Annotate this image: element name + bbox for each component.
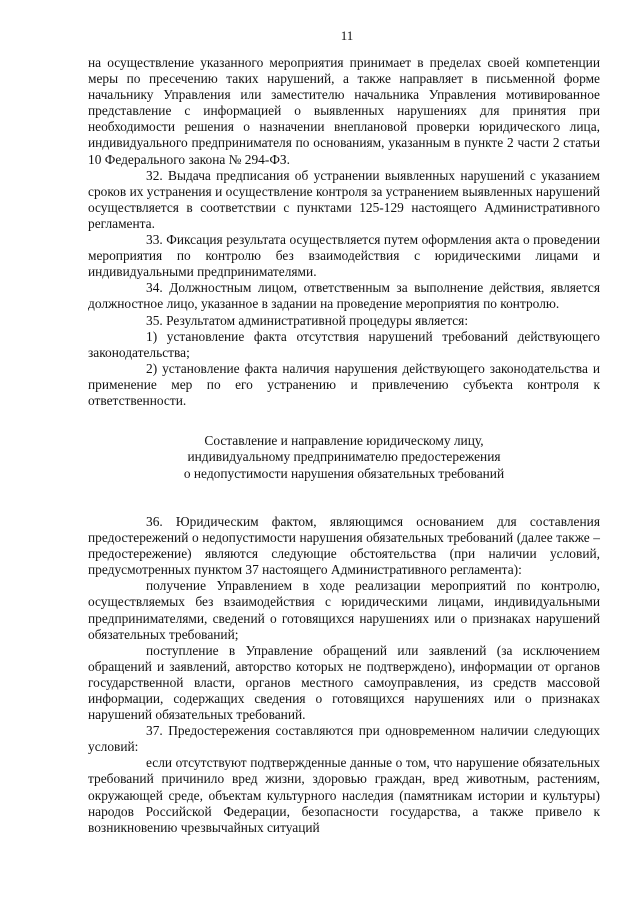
paragraph-continuation: на осуществление указанного мероприятия принимает в пределах своей компетенции меры по пресечению таких нарушений, а также направляет в письменной форме начальнику Управления или заместителю начальника Управления мотивированное представление с информацией о выявленных нарушениях для принятия при необходимости решения о назначении внеплановой проверки юридического лица, индивидуального предпринимателя по основаниям, указанным в пункте 2 части 2 статьи 10 Федерального закона № 294-ФЗ. — [88, 55, 600, 167]
section-heading-line: индивидуальному предпринимателю предостережения — [187, 449, 501, 465]
paragraph-34: 34. Должностным лицом, ответственным за выполнение действия, является должностное лицо, указанное в задании на проведение мероприятия по контролю. — [88, 280, 600, 312]
document-page — [88, 28, 600, 836]
paragraph-36-a: получение Управлением в ходе реализации мероприятий по контролю, осуществляемых без взаимодействия с юридическими лицами, индивидуальными предпринимателями, сведений о готовящихся нарушениях или о признаках нарушений обязательных требований; — [88, 578, 600, 642]
page-number: 11 — [340, 28, 354, 43]
paragraph-37: 37. Предостережения составляются при одновременном наличии следующих условий: — [88, 723, 600, 755]
paragraph-35: 35. Результатом административной процедуры является: — [146, 312, 469, 328]
paragraph-35-2: 2) установление факта наличия нарушения действующего законодательства и применение мер по его устранению и привлечению субъекта контроля к ответственности. — [88, 360, 600, 408]
paragraph-33: 33. Фиксация результата осуществляется путем оформления акта о проведении мероприятия по контролю без взаимодействия с юридическими лицами и индивидуальными предпринимателями. — [88, 232, 600, 280]
section-heading-line: Составление и направление юридическому лицу, — [204, 433, 484, 449]
paragraph-32: 32. Выдача предписания об устранении выявленных нарушений с указанием сроков их устранения и осуществление контроля за устранением выявленных нарушений осуществляется в соответствии с пунктами 125-129 настоящего Административного регламента. — [88, 167, 600, 231]
paragraph-37-a: если отсутствуют подтвержденные данные о том, что нарушение обязательных требований причинило вред жизни, здоровью граждан, вред животным, растениям, окружающей среде, объектам культурного наследия (памятникам истории и культуры) народов Российской Федерации, безопасности государства, а также привело к возникновению чрезвычайных ситуаций — [88, 755, 600, 835]
paragraph-36-b: поступление в Управление обращений или заявлений (за исключением обращений и заявлений, авторство которых не подтверждено), информации от органов государственной власти, органов местного самоуправления, из средств массовой информации, содержащих сведения о готовящихся нарушениях или о признаках нарушений обязательных требований. — [88, 642, 600, 723]
body-text-top — [88, 55, 600, 409]
paragraph-35-1: 1) установление факта отсутствия нарушений требований действующего законодательства; — [88, 328, 600, 360]
paragraph-36: 36. Юридическим фактом, являющимся основанием для составления предостережений о недопустимости нарушения обязательных требований (далее также – предостережение) являются следующие обстоятельства (при наличии условий, предусмотренных пунктом 37 настоящего Административного регламента): — [88, 513, 600, 578]
section-heading — [88, 433, 600, 482]
body-text-bottom — [88, 514, 600, 836]
section-heading-line: о недопустимости нарушения обязательных требований — [183, 465, 505, 481]
